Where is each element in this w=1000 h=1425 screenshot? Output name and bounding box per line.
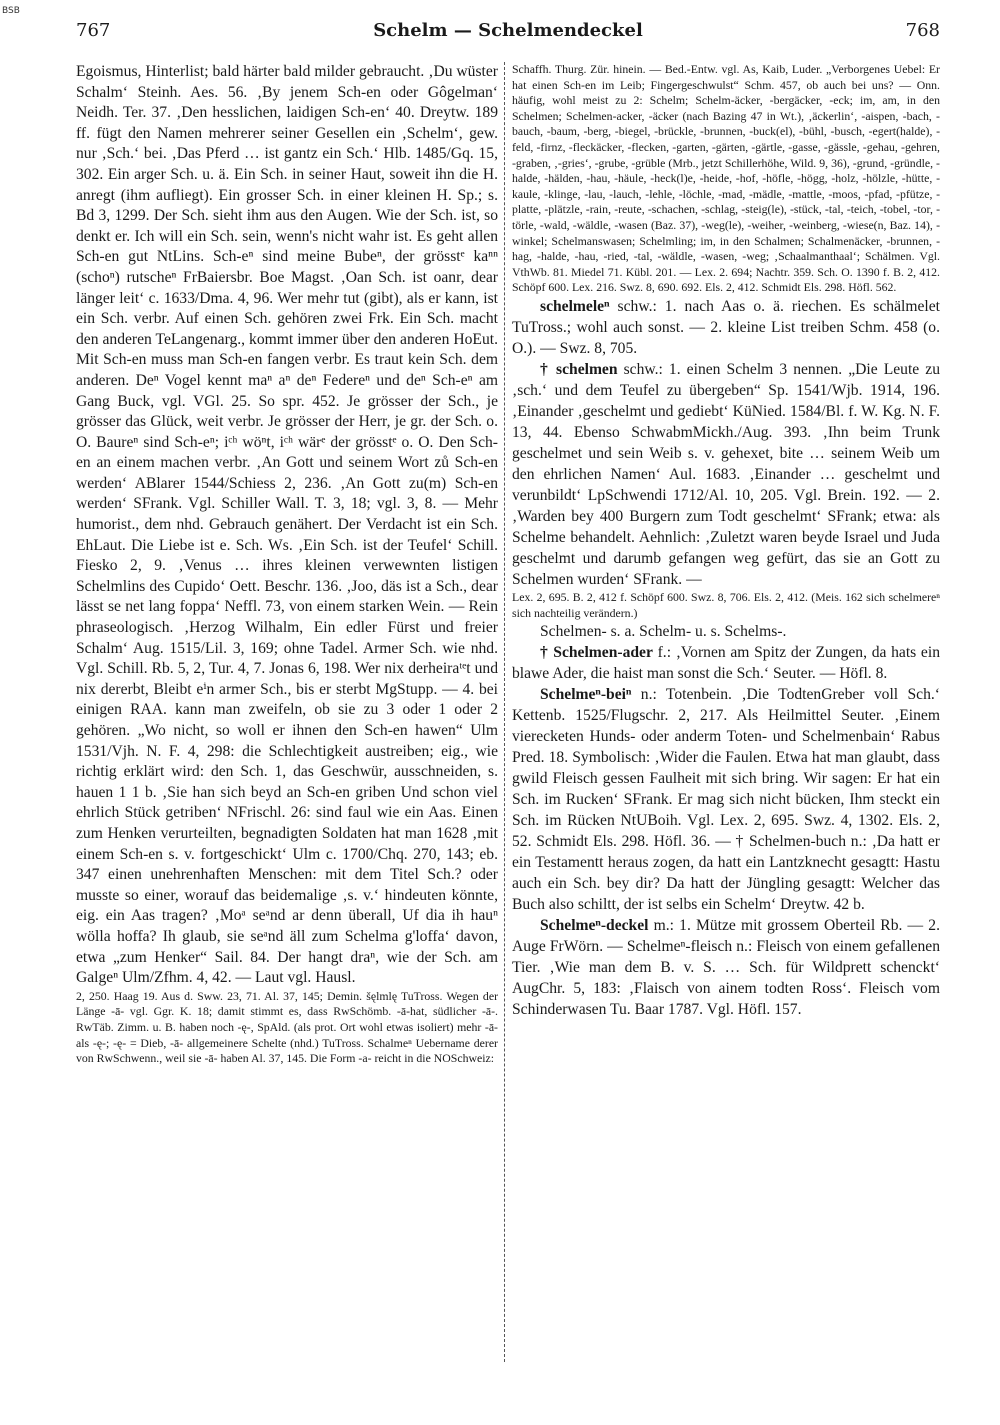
- entry-text-schelmelen: schw.: 1. nach Aas o. ä. riechen. Es schälmelet TuTross.; wohl auch sonst. — 2. kleine List treiben Schm. 458 (o. O.). — Swz. 8, 705.: [512, 297, 940, 357]
- running-title: Schelm — Schelmendeckel: [373, 20, 643, 41]
- lemma-schelmelen: schelmeleⁿ: [540, 297, 610, 315]
- entry-schelmelen: [512, 296, 940, 359]
- lemma-schelmen-deckel: Schelmeⁿ-deckel: [540, 917, 649, 935]
- entry-schelmen-deckel: [512, 915, 940, 1020]
- entry-text-schelmen: schw.: 1. einen Schelm 3 nennen. „Die Leute zu ‚sch.‘ und dem Teufel zu übergeben“ Sp. 1541/Wjb. 1914, 196. ‚Einander ‚geschelmt und gediebt‘ KüNied. 1584/Bl. f. W. Kg. N. F. 13, 44. Ebenso SchwabmMickh./Aug. 393. ‚Ihn beim Trunk geschelmet und sein Weib s. v. gehexet, bite … seinem Weib um den ehrlichen Namen‘ Aul. 1683. ‚Einander … geschelmt und verunbildt‘ LpSchwendi 1712/Al. 10, 205. Vgl. Brein. 192. — 2. ‚Warden bey 400 Burgern zum Todt geschelmt‘ SFrank; etwa: als Schelme behandelt. Aehnlich: ‚Zuletzt waren beyde Israel und Juda geschelmt und darumb gefangen weg gefürt, das sie an Gott zu Schelmen wurden‘ SFrank. —: [512, 360, 940, 588]
- entry-text-schelmen-bein: n.: Totenbein. ‚Die TodtenGreber voll Sch.‘ Kettenb. 1525/Flugschr. 2, 217. Als Heilmittel Seuter. ‚Einem vierecketen Hunds- oder anderm Toten- und Schelmenbain‘ Rabus Pred. 18. Symbolisch: ‚Wider die Faulen. Etwa hat man glaubt, dass gwild Fleisch gessen Faulheit mit sich bring. Wir sagen: Er hat ein Sch. im Rucken‘ SFrank. Er mag sich nicht bücken, Ihm steckt ein Sch. im Rücken NtUBoih. Vgl. Lex. 2, 695. Swz. 4, 1302. Els. 2, 52. Schmidt Els. 298. Höfl. 36. — † Schelmen-buch n.: ‚Da hatt er ein Testamentt heraus zogen, da hatt ein Lantzknecht gesagtt: Hastu auch ein Sch. bey dir? Da hatt der Jüngling gesagtt: Welcher das Buch also schiltt, der ist selbs ein Schelm‘ Dreytw. 42 b.: [512, 686, 940, 914]
- entry-schelmen-refs: Lex. 2, 695. B. 2, 412 f. Schöpf 600. Swz. 8, 706. Els. 2, 412. (Meis. 162 sich schelmereⁿ sich nachteilig verändern.): [512, 589, 940, 620]
- page-number-left: 767: [76, 20, 111, 41]
- lemma-schelmen: † schelmen: [540, 360, 618, 378]
- lemma-schelmen-ader: † Schelmen-ader: [540, 644, 653, 662]
- library-stamp: BSB: [2, 6, 20, 16]
- right-small-notes: Schaffh. Thurg. Zür. hinein. — Bed.-Entw. vgl. As, Kaib, Luder. „Verborgenes Uebel: Er hat einen Sch-en im Leib; Fingergeschwulst“ Schm. 457, ob auch bei uns? — Onn. häufig, wohl meist zu 2: Schelm; Schelm-äcker, -bergäcker, -eck; im, am, in den Schelmen; Schelmen-acker, -äcker (nach Bazing 47 in Wt.), ‚äckerlin‘, -aispen, -bach, -bauch, -baum, -berg, -biegel, -brückle, -brunnen, -buck(el), -bühl, -busch, -egert(halde), -feld, -firnz, -fleckäcker, -flecken, -garten, -gärten, -gärtle, -gasse, -gässle, -gehau, -gehren, -graben, ‚-gries‘, -grube, -grüble (Mrb., jetzt Schillerhöhe, Wild. 9, 36), -grund, -gründle, -halde, -hälden, -hau, -häule, -heck(l)e, -heide, -hof, -höfle, -högg, -holz, -hölzle, -hütte, -kaule, -klinge, -lau, -lauch, -lehle, -löchle, -mad, -mädle, -mattle, -moos, -pfad, -pfütze, -platte, -plätzle, -rain, -reute, -schachen, -schlag, -steig(le), -stück, -tal, -teich, -tobel, -tor, -törle, -wald, -wäldle, -wasen (Baz. 37), -weg(le), -weiher, -weinberg, -wiese(n, Baz. 14), -winkel; Schelmanswasen; Schelmling; im, in den Schalmen; Schalmenäcker, -brunnen, -hag, -halde, -hau, -ried, -tal, -wäldle, -wasen, -weg; ‚Schaalmanthaal‘; Schälmen. Vgl. VthWb. 81. Miedel 71. Kübl. 201. — Lex. 2. 694; Nachtr. 359. Sch. O. 1390 f. B. 2, 412. Schöpf 600. Lex. 216. Swz. 8, 690. 692. Els. 2, 412. Schmidt Els. 298. Höfl. 562.: [512, 62, 940, 295]
- column-divider: [504, 62, 505, 1362]
- page-header: [76, 20, 940, 48]
- left-column: [76, 62, 498, 1067]
- entry-schelmen: [512, 359, 940, 590]
- entry-schelmen-ader: [512, 642, 940, 684]
- right-column: [512, 62, 940, 1020]
- entry-schelmen-bein: [512, 684, 940, 915]
- left-small-text: 2, 250. Haag 19. Aus d. Sww. 23, 71. Al. 37, 145; Demin. šęlmlę TuTross. Wegen der Länge -ā- vgl. Ggr. K. 18; damit stimmt es, dass RwSchömb. -ā-hat, südlicher -ā-. RwTäb. Zimm. u. B. haben noch -ę-, SpAld. (als prot. Ort wohl etwas isoliert) mehr -ā- als -ę-; -ę- = Dieb, -ā- allgemeinere Schelte (nhd.) TuTross. Schalmeⁿ Uebername derer von RwSchwenn., weil sie -ā- haben Al. 37, 145. Die Form -a- reicht in die NOSchweiz:: [76, 988, 498, 1066]
- lemma-schelmen-bein: Schelmeⁿ-beiⁿ: [540, 686, 632, 704]
- left-main-text: Egoismus, Hinterlist; bald härter bald milder gebraucht. ‚Du wüster Schalm‘ Steinh. Aes. 56. ‚By jenem Sch-en oder Gôgelman‘ Neidh. Ter. 37. ‚Den hesslichen, laidigen Sch-en‘ 40. Dreytw. 189 ff. fügt den Namen mehrerer seiner Gesellen ein ‚Schelm‘, gew. nur ‚Sch.‘ bei. ‚Das Pferd … ist gantz ein Sch.‘ Hlb. 1485/Gq. 15, 302. Ein arger Sch. u. ä. Ein Sch. in seiner Haut, soweit ihn die H. anregt (ihm aufliegt). Ein grosser Sch. in einer kleinen H. Sp.; s. Bd 3, 1299. Der Sch. sieht ihm aus den Augen. Wie der Sch. ist, so denkt er. Ich will ein Sch. sein, wenn's nicht wahr ist. Es geht allen Sch-en gut NtLins. Sch-eⁿ sind meine Bubeⁿ, der grösstᵉ kaⁿⁿ (schoⁿ) rutscheⁿ FrBaiersbr. Boe Magst. ‚Oan Sch. ist oanr, dear länger leit‘ c. 1633/Dma. 4, 96. Wer mehr tut (gibt), als er kann, ist ein Sch. verbr. Auf einen Sch. gehören zwei Frk. Ein Sch. macht den anderen TeLangenarg., kommt immer über den anderen HoEut. Mit Sch-en muss man Sch-en fangen verbr. Es traut kein Sch. dem anderen. Deⁿ Vogel kennt maⁿ aⁿ deⁿ Federeⁿ und deⁿ Sch-eⁿ am Gang Buck, vgl. VGl. 25. So spr. 452. Je grösser der Sch., je grösser das Glück, weit verbr. Je grösser der Herr, je gr. der Sch. o. O. Baureⁿ sind Sch-eⁿ; iᶜʰ wöⁿt, iᶜʰ wärᵉ der grösstᵉ o. O. Den Sch-en an einem machen verbr. ‚An Gott und seinem Wort zů Sch-en werden‘ ABlarer 1544/Schiess 2, 236. ‚An Gott zu(m) Sch-en werden‘ SFrank. Vgl. Schiller Wall. T. 3, 18; vgl. 3, 8. — Mehr humorist., dem nhd. Gebrauch genähert. Der Verdacht ist ein Sch. EhLaut. Die Liebe ist e. Sch. Ws. ‚Ein Sch. ist der Teufel‘ Schill. Fiesko 2, 9. ‚Venus … ihres kleinen verwewnten listigen Schelmlins des Cupido‘ Oett. Beschr. 136. ‚Joo, däs ist a Sch., dear lässt se net lang foppa‘ Neffl. 73, von einem starken Wein. — Rein phraseologisch. ‚Herzog Wilhalm, Ein edler Fürst und freier Schalm‘ Aug. 1515/Lil. 3, 169; ohne Tadel. Armer Sch. wie nhd. Vgl. Schill. Rb. 5, 2, Tur. 4, 7. Jonas 6, 198. Wer nix derheiraᵗᵉt und nix dererbt, Bleibt eⁱn armer Sch., bis er sterbt MgStupp. — 4. bei einigen RAA. kann man zweifeln, ob sie zu 3 oder 1 oder 2 gehören. „Wo nicht, so woll er ihnen den Sch-en hawen“ Ulm 1531/Vjh. N. F. 4, 298: die Schlechtigkeit austreiben; eig., wie richtig erklärt wird: den Sch. 1, das Geschwür, ausschneiden, s. hauen 1 1 b. ‚Sie han sich beyd an Sch-en griben Und schon viel ehrlich Stück getriben‘ NFrischl. 26: sind faul wie ein Aas. Einen zum Henken verurteilten, begnadigten Soldaten hat man 1628 ‚mit einem Sch-en s. v. fortgeschickt‘ Ulm c. 1700/Chq. 270, 143; eb. 347 einen unehrenhaften Menschen: mit dem Titel Sch.? oder musste so einer, worauf das beidemalige ‚s. v.‘ hindeuten könnte, eig. ein Aas tragen? ‚Moᵃ seᵃnd ar denn überall, Uf dia ih hauⁿ wölla hoffa? Ih glaub, sie seᵃnd äll zum Schelma g'loffa‘ davon, etwa „zum Henker“ Sail. 84. Der hangt draⁿ, wie der Sch. am Galgeⁿ Ulm/Zfhm. 4, 42. — Laut vgl. Hausl.: [76, 63, 498, 987]
- entry-text-schelmen-ader: f.: ‚Vornen am Spitz der Zungen, da hats ein blawe Ader, die haist man sonst die Sch.‘ Seuter. — Höfl. 8.: [512, 644, 940, 683]
- entry-text-schelmen-deckel: m.: 1. Mütze mit grossem Oberteil Rb. — 2. Auge FrWörn. — Schelmeⁿ-fleisch n.: Fleisch von einem gefallenen Tier. ‚Wie man dem B. v. S. … Sch. für Wildprett schenckt‘ AugChr. 5, 183: ‚Flaisch von ainem todten Ross‘. Fleisch vom Schinderwasen Tu. Baar 1787. Vgl. Höfl. 157.: [512, 917, 940, 1019]
- page-number-right: 768: [905, 20, 940, 41]
- entry-schelmen-crossref: Schelmen- s. a. Schelm- u. s. Schelms-.: [540, 623, 787, 641]
